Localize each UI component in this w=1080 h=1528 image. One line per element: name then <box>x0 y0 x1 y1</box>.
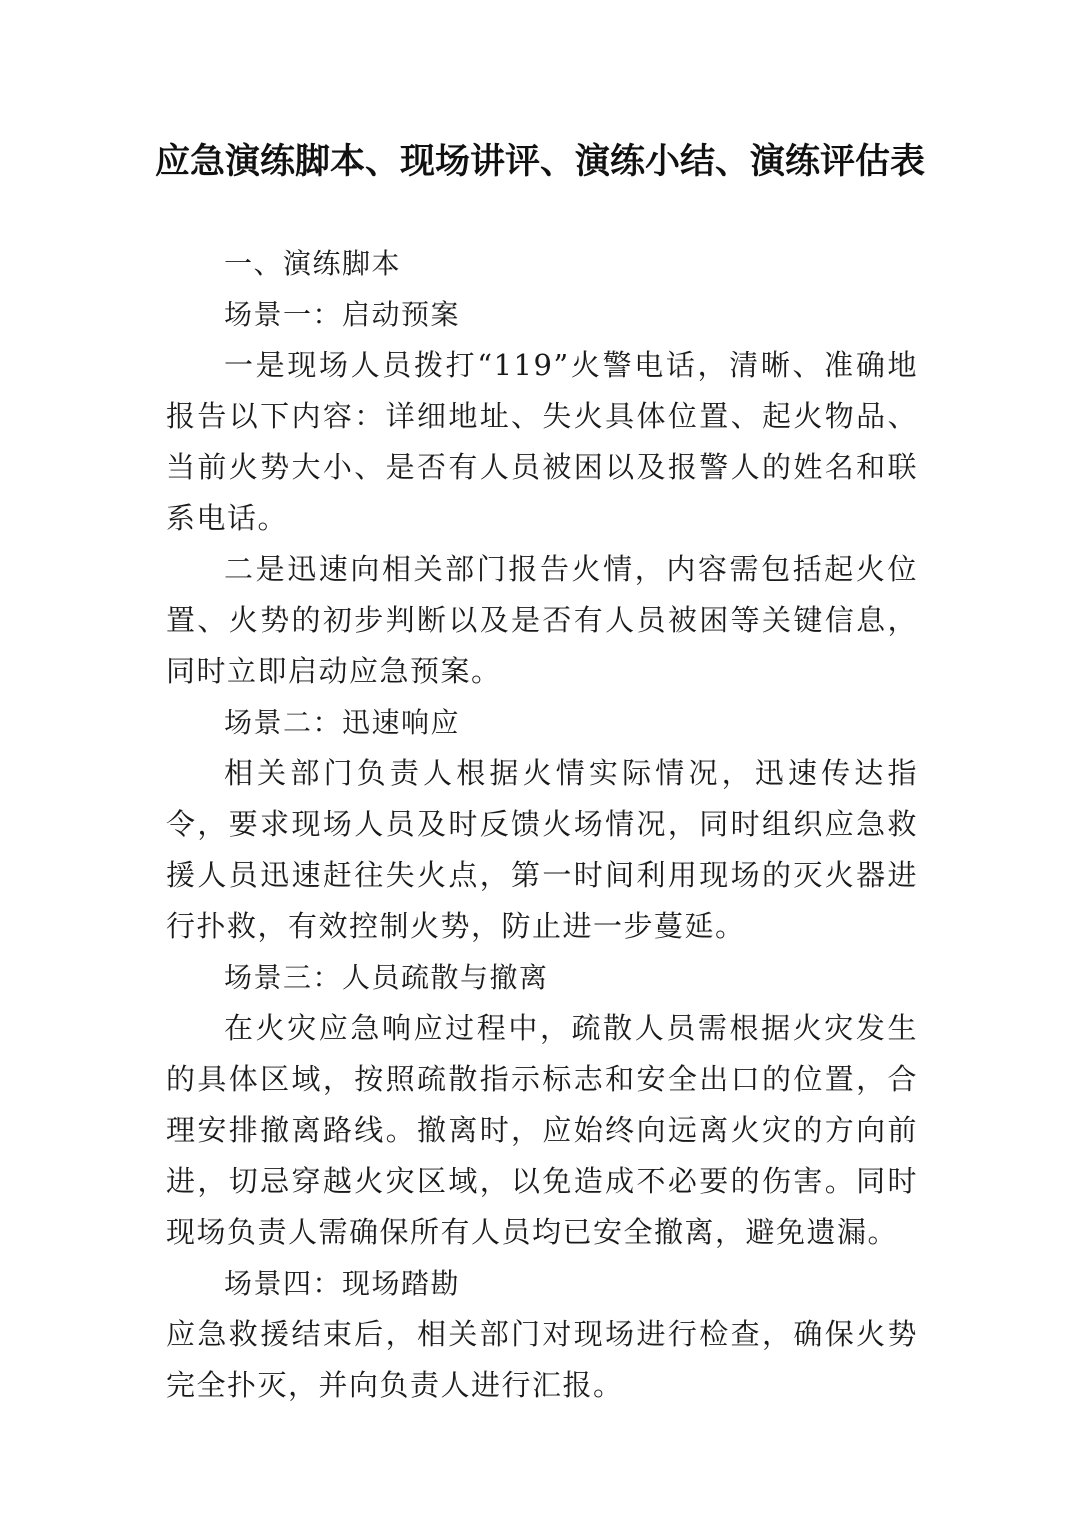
scene-heading-1: 场景一：启动预案 <box>224 298 461 331</box>
scene4-paragraph-1: 应急救援结束后，相关部门对现场进行检查，确保火势完全扑灭，并向负责人进行汇报。 <box>166 1317 918 1402</box>
scene1-paragraph-2: 二是迅速向相关部门报告火情，内容需包括起火位置、火势的初步判断以及是否有人员被困等关键信息，同时立即启动应急预案。 <box>166 552 918 688</box>
scene-heading-3: 场景三：人员疏散与撤离 <box>224 961 549 994</box>
scene-heading-2: 场景二：迅速响应 <box>224 706 461 739</box>
scene1-paragraph-1: 一是现场人员拨打“119”火警电话，清晰、准确地报告以下内容：详细地址、失火具体位置、起火物品、当前火势大小、是否有人员被困以及报警人的姓名和联系电话。 <box>166 348 918 535</box>
section-heading-drill-script: 一、演练脚本 <box>224 247 402 280</box>
scene2-paragraph-1: 相关部门负责人根据火情实际情况，迅速传达指令，要求现场人员及时反馈火场情况，同时组织应急救援人员迅速赶往失火点，第一时间利用现场的灭火器进行扑救，有效控制火势，防止进一步蔓延。 <box>166 756 918 943</box>
scene3-paragraph-1: 在火灾应急响应过程中，疏散人员需根据火灾发生的具体区域，按照疏散指示标志和安全出口的位置，合理安排撤离路线。撤离时，应始终向远离火灾的方向前进，切忌穿越火灾区域，以免造成不必要的伤害。同时现场负责人需确保所有人员均已安全撤离，避免遗漏。 <box>166 1011 918 1249</box>
document-body <box>166 238 918 1411</box>
document-title: 应急演练脚本、现场讲评、演练小结、演练评估表 <box>154 141 925 182</box>
scene-heading-4: 场景四：现场踏勘 <box>224 1267 461 1300</box>
